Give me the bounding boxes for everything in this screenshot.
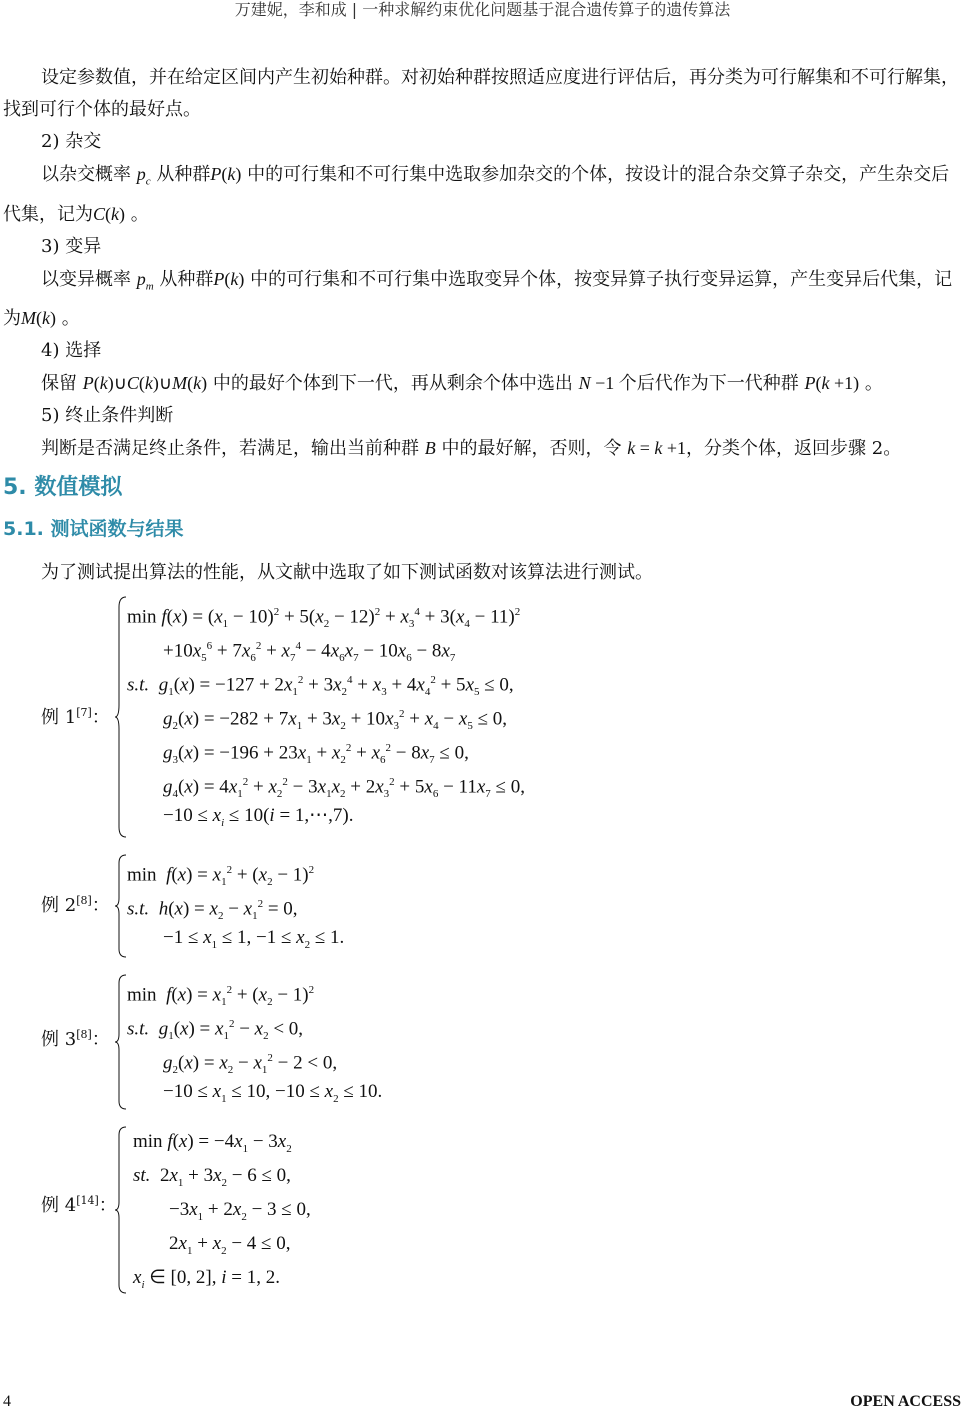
equation-line: $+10x_5^6 + 7x_6^2 + x_7^4 - 4x_6x_7 - 10x_6 - 8x_7$: [163, 640, 456, 665]
brace-icon: [115, 1125, 127, 1295]
brace-icon: [115, 595, 127, 839]
equation-line: s.t. $g_1(x) = x_1^2 - x_2 < 0$,: [127, 1018, 304, 1043]
equation-line: s.t. $h(x) = x_2 - x_1^2 = 0$,: [127, 898, 298, 923]
step-stop-text: 判断是否满足终止条件，若满足，输出当前种群 B 中的最好解，否则，令 k = k +1，分类个体，返回步骤 2。: [41, 438, 902, 460]
example-1-equations: [127, 595, 963, 833]
example-2: [3, 853, 963, 959]
brace-icon: [115, 973, 127, 1111]
equation-line: $g_2(x) = -282 + 7x_1 + 3x_2 + 10x_3^2 + x_4 - x_5 \le 0$,: [163, 708, 507, 733]
equation-line: $g_4(x) = 4x_1^2 + x_2^2 - 3x_1x_2 + 2x_3^2 + 5x_6 - 11x_7 \le 0$,: [163, 776, 525, 801]
step-selection-text: 保留 P(k)∪C(k)∪M(k) 中的最好个体到下一代，再从剩余个体中选出 N −1 个后代作为下一代种群 P(k +1) 。: [41, 373, 883, 395]
example-1: [3, 595, 963, 839]
equation-line: $-1 \le x_1 \le 1$, $-1 \le x_2 \le 1$.: [163, 927, 345, 951]
page-number: 4: [3, 1393, 11, 1410]
step-selection-title: 4) 选择: [41, 340, 102, 362]
example-2-label: 例 2[8]：: [41, 894, 110, 917]
step-stop-title: 5) 终止条件判断: [41, 405, 174, 427]
step-mutation-text: 以变异概率 $p_m$ 从种群P(k) 中的可行集和不可行集中选取变异个体，按变异算子执行变异运算，产生变异后代集，记为M(k) 。: [3, 268, 953, 330]
step-crossover-text: 以杂交概率 $p_c$ 从种群P(k) 中的可行集和不可行集中选取参加杂交的个体，按设计的混合杂交算子杂交，产生杂交后代集，记为C(k) 。: [3, 164, 950, 225]
step-crossover-title: 2) 杂交: [41, 131, 102, 152]
example-4-equations: [133, 1125, 963, 1295]
subsection-intro: 为了测试提出算法的性能，从文献中选取了如下测试函数对该算法进行测试。: [41, 562, 653, 584]
page-body: [3, 62, 963, 1309]
equation-line: $-10 \le x_i \le 10(i$ = 1,⋯,7).: [163, 805, 354, 829]
open-access-label: OPEN ACCESS: [850, 1393, 961, 1410]
equation-line: $x_i$ ∈ [0, 2], i = 1, 2.: [133, 1267, 280, 1291]
equation-line: $2x_1 + x_2 - 4 \le 0$,: [169, 1233, 291, 1257]
equation-line: $-10 \le x_1 \le 10$, $-10 \le x_2 \le 10$.: [163, 1081, 383, 1105]
equation-line: $g_3(x) = -196 + 23x_1 + x_2^2 + x_6^2 - 8x_7 \le 0$,: [163, 742, 469, 767]
intro-paragraph: 设定参数值，并在给定区间内产生初始种群。对初始种群按照适应度进行评估后，再分类为可行解集和不可行解集，找到可行个体的最好点。: [3, 67, 959, 120]
example-3-label: 例 3[8]：: [41, 1028, 110, 1051]
running-header: 万建妮，李和成 | 一种求解约束优化问题基于混合遗传算子的遗传算法: [234, 0, 731, 19]
example-3-equations: [127, 973, 963, 1109]
equation-line: st. $2x_1 + 3x_2 - 6 \le 0$,: [133, 1165, 291, 1189]
equation-line: $\min f(x) = (x_1 - 10)^2 + 5(x_2 - 12)^2 + x_3^4 + 3(x_4 - 11)^2$: [127, 606, 521, 631]
equation-line: $g_2(x) = x_2 - x_1^2 - 2 < 0$,: [163, 1052, 338, 1077]
example-2-equations: [127, 853, 963, 955]
example-1-label: 例 1[7]：: [41, 706, 110, 729]
equation-line: $-3x_1 + 2x_2 - 3 \le 0$,: [169, 1199, 311, 1223]
step-mutation-title: 3) 变异: [41, 235, 102, 257]
subsection-title: 5.1. 测试函数与结果: [3, 518, 184, 541]
example-3: [3, 973, 963, 1111]
brace-icon: [115, 853, 127, 959]
equation-line: $\min f(x) = x_1^2 + (x_2 - 1)^2$: [127, 864, 315, 889]
example-4: [3, 1125, 963, 1295]
section-title: 5. 数值模拟: [3, 475, 123, 501]
example-4-label: 例 4[14]：: [41, 1194, 117, 1217]
equation-line: $\min f(x) = -4x_1 - 3x_2$: [133, 1131, 292, 1155]
equation-line: $\min f(x) = x_1^2 + (x_2 - 1)^2$: [127, 984, 315, 1009]
equation-line: s.t. $g_1(x) = -127 + 2x_1^2 + 3x_2^4 + x_3 + 4x_4^2 + 5x_5 \le 0$,: [127, 674, 514, 699]
